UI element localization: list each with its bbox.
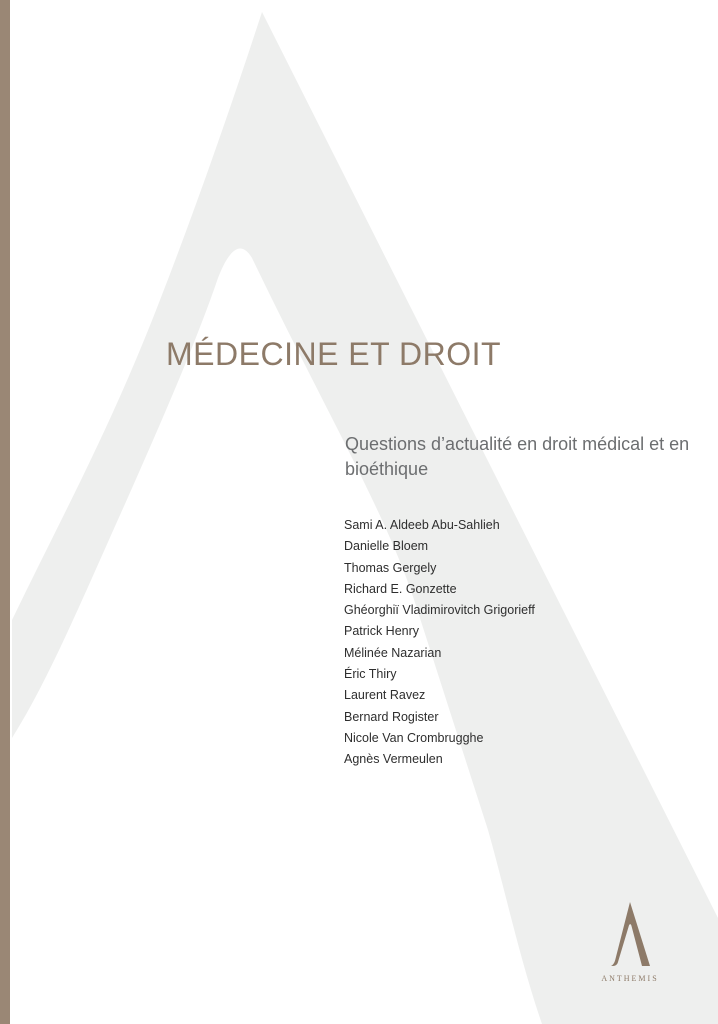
author-item: Richard E. Gonzette (344, 581, 457, 596)
book-title: MÉDECINE ET DROIT (166, 336, 502, 372)
author-item: Éric Thiry (344, 667, 397, 682)
author-list (344, 515, 535, 771)
author-item: Thomas Gergely (344, 560, 437, 575)
author-item: Ghéorghiï Vladimirovitch Grigorieff (344, 603, 535, 618)
author-item: Sami A. Aldeeb Abu-Sahlieh (344, 518, 500, 532)
publisher-name: ANTHEMIS (601, 974, 659, 983)
anthemis-a-logo-icon (608, 900, 652, 970)
publisher-block (590, 900, 670, 983)
book-subtitle: Questions d’actualité en droit médical et en bioéthique (345, 434, 690, 479)
author-item: Mélinée Nazarian (344, 645, 442, 660)
author-item: Patrick Henry (344, 624, 420, 639)
author-item: Bernard Rogister (344, 709, 439, 724)
author-item: Nicole Van Crombrugghe (344, 730, 484, 745)
author-item: Danielle Bloem (344, 539, 429, 554)
author-item: Agnès Vermeulen (344, 752, 443, 767)
author-item: Laurent Ravez (344, 688, 426, 703)
